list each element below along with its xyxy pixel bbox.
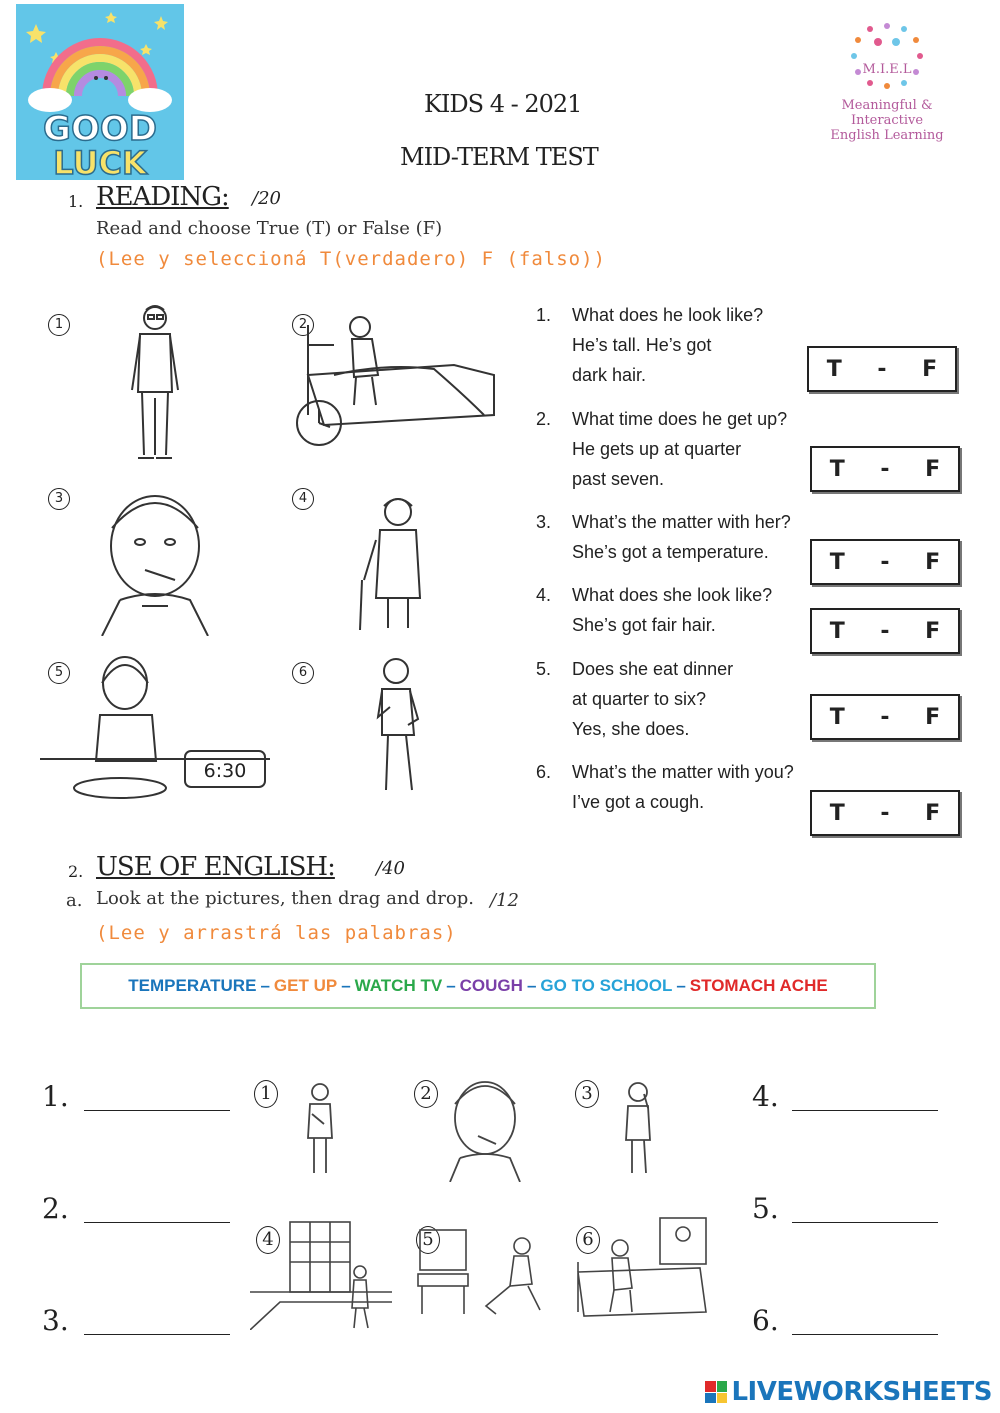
picture-number: 5	[416, 1226, 440, 1254]
word-go-to-school[interactable]: GO TO SCHOOL	[540, 976, 673, 995]
boy-getting-up-picture	[294, 305, 504, 450]
liveworksheets-icon	[705, 1381, 727, 1403]
use-of-english-spanish: (Lee y arrastrá las palabras)	[96, 922, 457, 944]
sick-girl-picture	[440, 1074, 530, 1182]
word-separator: –	[526, 976, 537, 995]
picture-number: 6	[292, 662, 314, 684]
answer-number: 3.	[42, 1304, 69, 1337]
girl-eating-dinner-picture	[40, 655, 270, 800]
picture-number: 3	[575, 1080, 599, 1108]
answer-drop-zone-6[interactable]	[792, 1334, 938, 1335]
girl-with-temperature-picture	[90, 488, 220, 636]
word-bank	[80, 963, 876, 1009]
boy-with-cough-picture	[360, 655, 440, 800]
true-false-toggle-2[interactable]: T - F	[810, 446, 960, 492]
true-false-toggle-5[interactable]: T - F	[810, 694, 960, 740]
answer-drop-zone-1[interactable]	[84, 1110, 230, 1111]
answer-number: 6.	[752, 1304, 779, 1337]
test-title: MID-TERM TEST	[400, 143, 598, 171]
grandmother-picture	[350, 490, 440, 635]
answer-number: 1.	[42, 1080, 69, 1113]
use-of-english-score: /40	[376, 858, 405, 879]
picture-number: 5	[48, 662, 70, 684]
picture-number: 4	[292, 488, 314, 510]
answer-number: 5.	[752, 1192, 779, 1225]
word-temperature[interactable]: TEMPERATURE	[128, 976, 257, 995]
go-to-school-picture	[250, 1212, 392, 1330]
sub-score: /12	[490, 890, 519, 911]
miel-logo	[812, 18, 962, 148]
liveworksheets-logo	[705, 1377, 992, 1407]
word-watch-tv[interactable]: WATCH TV	[354, 976, 443, 995]
picture-number: 2	[414, 1080, 438, 1108]
answer-drop-zone-4[interactable]	[792, 1110, 938, 1111]
word-separator: –	[676, 976, 686, 995]
true-false-toggle-4[interactable]: T - F	[810, 608, 960, 654]
question-1: 1. What does he look like? He’s tall. He’s got dark hair.	[536, 305, 764, 385]
word-separator: –	[260, 976, 270, 995]
question-2: 2. What time does he get up? He gets up at quarter past seven.	[536, 409, 788, 489]
picture-number: 4	[256, 1226, 280, 1254]
svg-text:GOOD: GOOD	[43, 109, 157, 149]
true-false-toggle-3[interactable]: T - F	[810, 539, 960, 585]
watch-tv-picture	[410, 1214, 552, 1326]
word-separator: –	[341, 976, 351, 995]
reading-instruction: Read and choose True (T) or False (F)	[96, 218, 443, 239]
reading-section-title: READING:	[96, 182, 229, 212]
good-luck-badge	[16, 4, 184, 180]
answer-drop-zone-5[interactable]	[792, 1222, 938, 1223]
answer-number: 2.	[42, 1192, 69, 1225]
reading-score: /20	[252, 188, 281, 209]
question-3: 3. What’s the matter with her? She’s got a temperature.	[536, 512, 791, 562]
word-get-up[interactable]: GET UP	[273, 976, 338, 995]
answer-number: 4.	[752, 1080, 779, 1113]
answer-drop-zone-3[interactable]	[84, 1334, 230, 1335]
svg-text:LUCK: LUCK	[53, 144, 147, 180]
picture-number: 3	[48, 488, 70, 510]
svg-text:M.I.E.L: M.I.E.L	[862, 62, 912, 77]
svg-text:6:30: 6:30	[203, 760, 247, 782]
picture-number: 6	[576, 1226, 600, 1254]
question-4: 4. What does she look like? She’s got fair hair.	[536, 585, 773, 635]
coughing-girl-picture	[610, 1078, 670, 1178]
true-false-toggle-6[interactable]: T - F	[810, 790, 960, 836]
logo-text-line2: English Learning	[830, 128, 944, 143]
liveworksheets-brand: LIVEWORKSHEETS	[731, 1377, 992, 1407]
word-separator: –	[446, 976, 456, 995]
picture-number: 1	[254, 1080, 278, 1108]
tall-man-picture	[110, 300, 200, 465]
logo-text-line1: Meaningful & Interactive	[841, 98, 933, 128]
question-5: 5. Does she eat dinner at quarter to six? Yes, she does.	[536, 659, 734, 739]
reading-section-number: 1.	[68, 192, 84, 211]
answer-drop-zone-2[interactable]	[84, 1222, 230, 1223]
sub-label: a.	[66, 890, 83, 911]
picture-number: 1	[48, 314, 70, 336]
sub-instruction: Look at the pictures, then drag and drop.	[96, 888, 474, 909]
true-false-toggle-1[interactable]: T - F	[807, 346, 957, 392]
use-of-english-section-title: USE OF ENGLISH:	[96, 852, 335, 882]
word-cough[interactable]: COUGH	[459, 976, 523, 995]
word-stomach-ache[interactable]: STOMACH ACHE	[689, 976, 828, 995]
get-up-picture	[570, 1212, 712, 1328]
question-6: 6. What’s the matter with you? I’ve got a cough.	[536, 762, 794, 812]
reading-instruction-spanish: (Lee y seleccioná T(verdadero) F (falso))	[96, 248, 606, 270]
use-of-english-section-number: 2.	[68, 862, 84, 881]
stomach-ache-boy-picture	[290, 1078, 350, 1178]
class-label: KIDS 4 - 2021	[424, 90, 582, 118]
picture-number: 2	[292, 314, 314, 336]
